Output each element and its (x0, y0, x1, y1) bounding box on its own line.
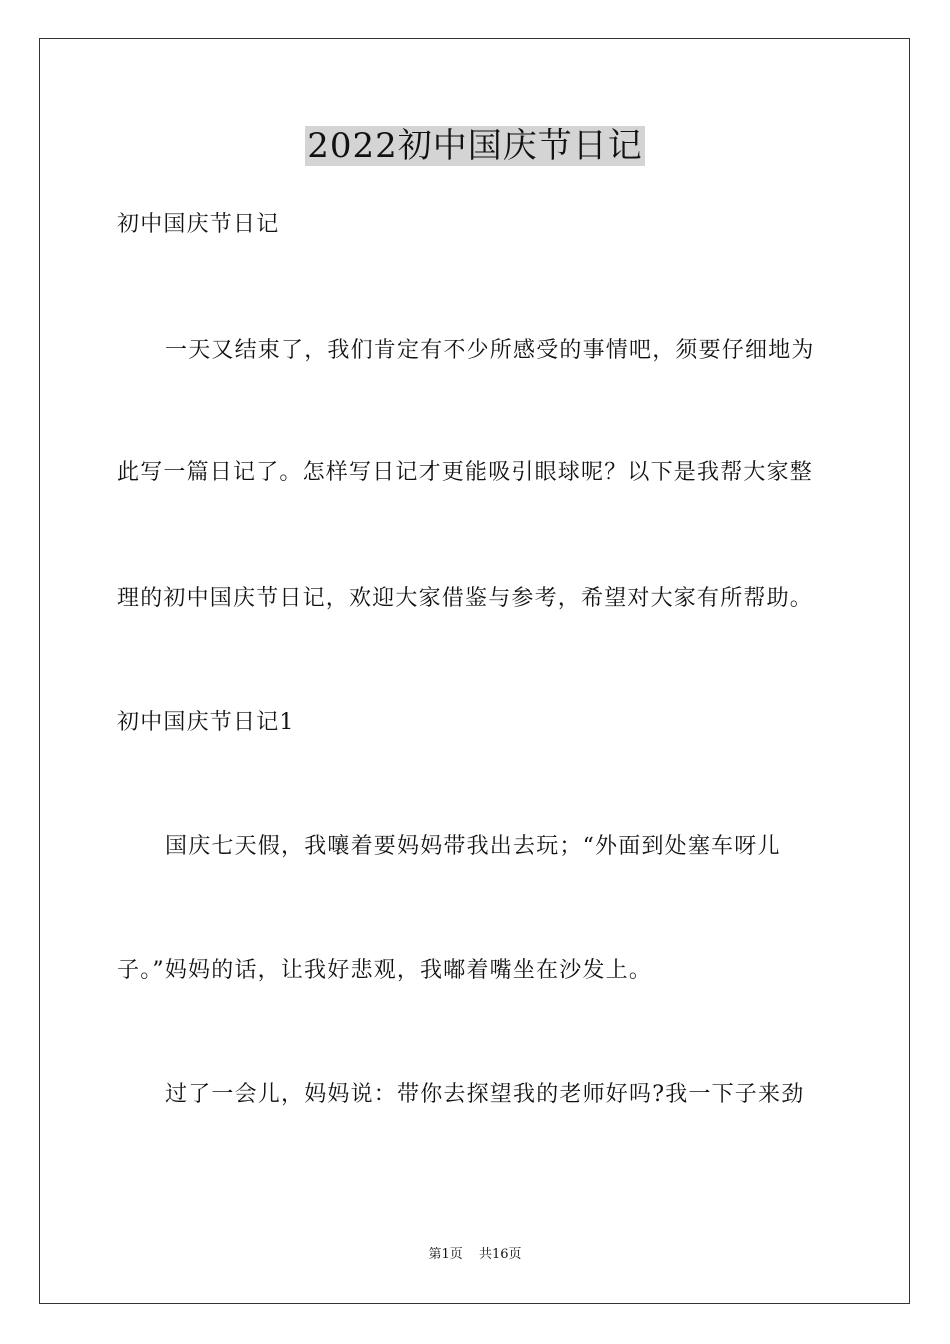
paragraph-line-2: 此写一篇日记了。怎样写日记才更能吸引眼球呢？以下是我帮大家整 (117, 460, 814, 485)
paragraph-line-5: 子。”妈妈的话，让我好悲观，我嘟着嘴坐在沙发上。 (117, 958, 653, 983)
document-title (0, 124, 950, 168)
document-title-text: 2022初中国庆节日记 (307, 126, 643, 166)
page-footer (0, 1246, 950, 1264)
paragraph-line-1: 一天又结束了，我们肯定有不少所感受的事情吧，须要仔细地为 (165, 338, 815, 363)
paragraph-line-6: 过了一会儿，妈妈说：带你去探望我的老师好吗?我一下子来劲 (165, 1082, 805, 1107)
paragraph-line-4: 国庆七天假，我嚷着要妈妈带我出去玩；“外面到处塞车呀儿 (165, 834, 781, 859)
section-heading-1: 初中国庆节日记1 (117, 710, 295, 735)
page-number: 第1页 (428, 1247, 463, 1262)
paragraph-line-3: 理的初中国庆节日记，欢迎大家借鉴与参考，希望对大家有所帮助。 (117, 586, 814, 611)
page-total: 共16页 (478, 1247, 522, 1262)
subheading: 初中国庆节日记 (117, 212, 280, 237)
